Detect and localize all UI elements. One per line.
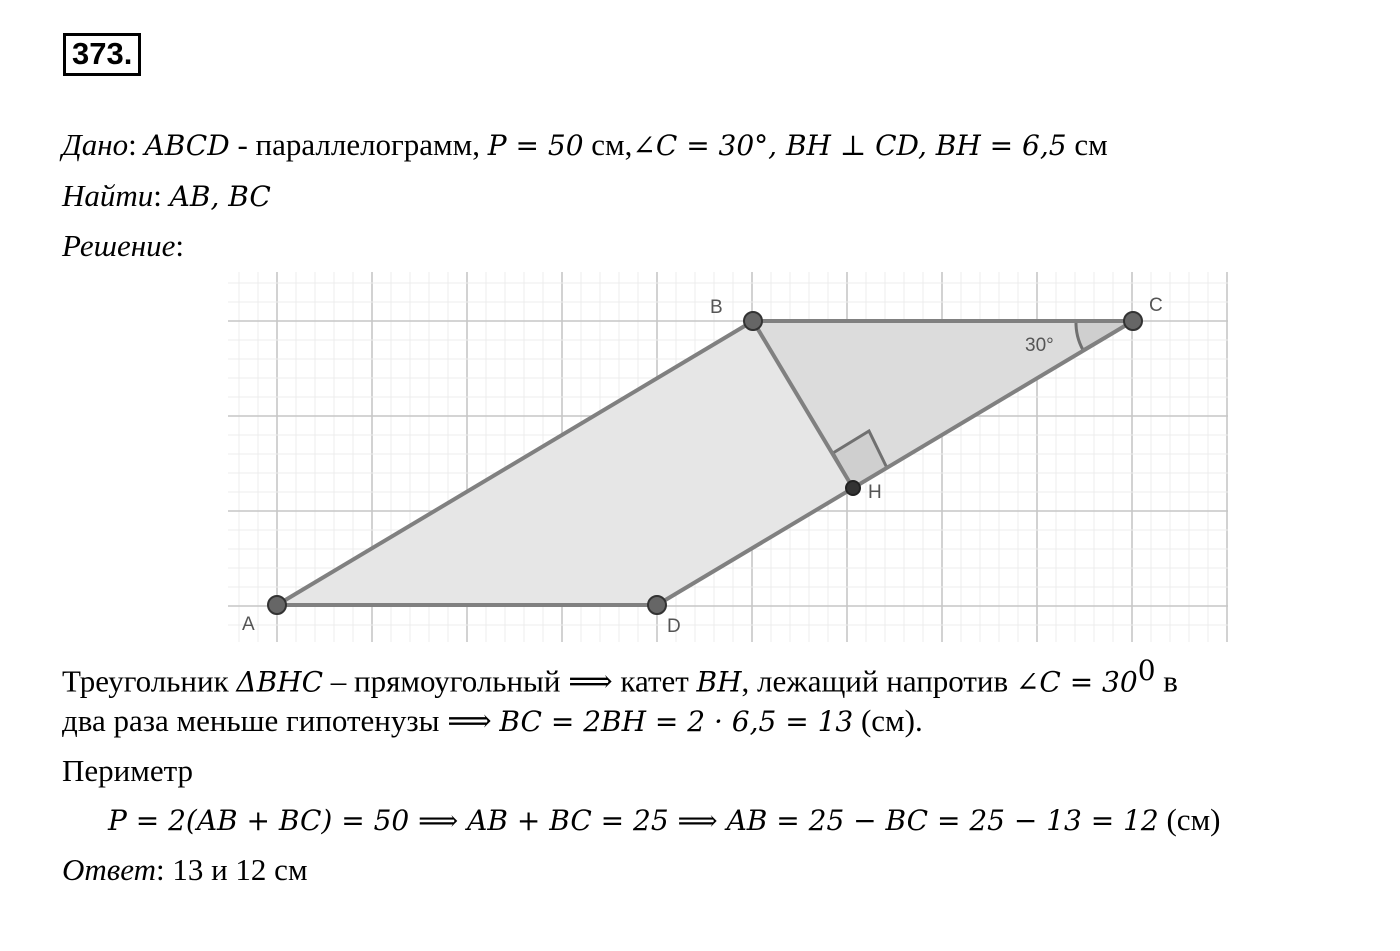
find-line: Найти: AB, BC	[62, 178, 271, 213]
angle-label: 30°	[1025, 335, 1054, 356]
point-b	[744, 312, 762, 330]
answer-value: 13 и 12 см	[172, 852, 308, 887]
answer-label: Ответ	[62, 852, 156, 887]
find-label: Найти	[62, 178, 154, 213]
solution-text-line-1: Треугольник ΔBHC – прямоугольный ⟹ катет BH, лежащий напротив ∠C = $30^0$ в	[62, 654, 1178, 699]
point-c	[1124, 312, 1142, 330]
given-desc: - параллелограмм,	[229, 127, 488, 162]
given-line: Дано: ABCD - параллелограмм, P = 50 см,∠C = 30°, BH ⊥ CD, BH = 6,5 см	[62, 127, 1108, 162]
given-label: Дано	[62, 127, 129, 162]
bc-calculation: BC = 2BH = 2 · 6,5 = 13	[499, 705, 854, 738]
solution-label: Решение	[62, 228, 176, 263]
label-h: H	[868, 482, 882, 503]
triangle-bhc: ΔBHC	[236, 665, 324, 699]
solution-text-line-2: два раза меньше гипотенузы ⟹ BC = 2BH = 2 · 6,5 = 13 (см).	[62, 703, 923, 738]
given-angle: ∠C = 30°, BH ⊥ CD, BH = 6,5	[632, 129, 1067, 162]
find-value: AB, BC	[169, 180, 271, 213]
parallelogram-figure	[228, 272, 1228, 642]
solution-line: Решение:	[62, 228, 184, 263]
label-d: D	[667, 616, 681, 637]
perimeter-formula: P = 2(AB + BC) = 50 ⟹ AB + BC = 25 ⟹ AB = 25 − BC = 25 − 13 = 12 (см)	[108, 802, 1221, 837]
point-d	[648, 596, 666, 614]
point-a	[268, 596, 286, 614]
solution-text-line-3: Периметр	[62, 753, 194, 788]
label-c: C	[1149, 295, 1163, 316]
point-h	[846, 481, 860, 495]
label-b: B	[710, 297, 723, 318]
label-a: A	[242, 614, 255, 635]
answer-line: Ответ: 13 и 12 см	[62, 852, 308, 887]
given-perimeter: P = 50	[487, 129, 584, 162]
given-figure: ABCD	[144, 129, 230, 162]
problem-number: 373.	[63, 33, 141, 76]
